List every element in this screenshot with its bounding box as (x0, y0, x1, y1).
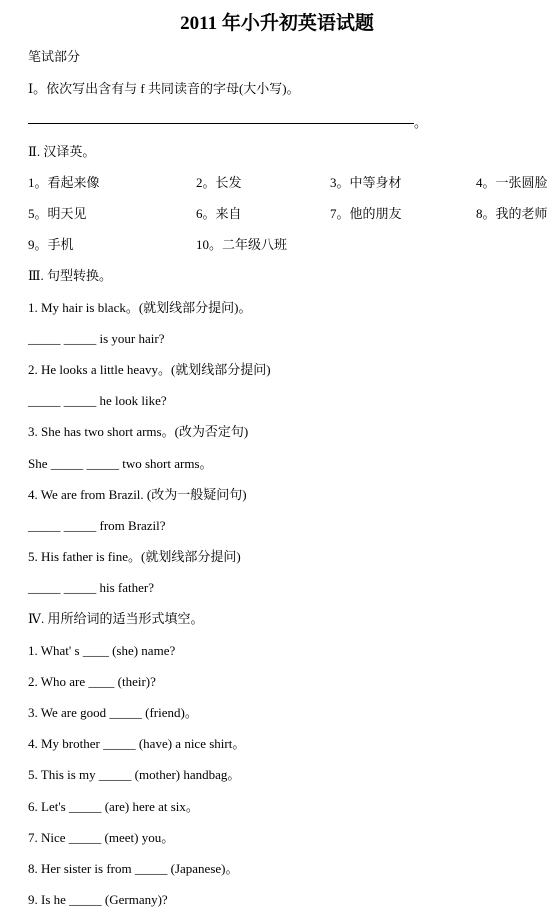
fill-blank-line: 9. Is he _____ (Germany)? (28, 892, 168, 907)
part2-item: 5。明天见 (28, 206, 87, 221)
part4-heading: Ⅳ. 用所给词的适当形式填空。 (28, 611, 204, 626)
part2-item: 8。我的老师 (476, 206, 548, 221)
part2-item: 7。他的朋友 (330, 206, 402, 221)
part2-heading: Ⅱ. 汉译英。 (28, 144, 96, 159)
part2-item: 1。看起来像 (28, 175, 100, 190)
answer-line: _____ _____ from Brazil? (28, 518, 166, 533)
part2-item: 3。中等身材 (330, 175, 402, 190)
fill-blank-line: 5. This is my _____ (mother) handbag。 (28, 767, 241, 782)
question-line: 2. He looks a little heavy。(就划线部分提问) (28, 362, 271, 377)
part2-item: 10。二年级八班 (196, 237, 288, 252)
part2-item: 9。手机 (28, 237, 74, 252)
answer-line (28, 123, 414, 124)
answer-line: _____ _____ his father? (28, 580, 155, 595)
fill-blank-line: 3. We are good _____ (friend)。 (28, 705, 198, 720)
part2-item: 4。一张圆脸 (476, 175, 548, 190)
answer-line: _____ _____ is your hair? (28, 331, 165, 346)
fill-blank-line: 1. What' s ____ (she) name? (28, 643, 176, 658)
answer-line: _____ _____ he look like? (28, 393, 167, 408)
part1-heading: Ⅰ。依次写出含有与 f 共同读音的字母(大小写)。 (28, 81, 300, 96)
question-line: 4. We are from Brazil. (改为一般疑问句) (28, 487, 247, 502)
fill-blank-line: 2. Who are ____ (their)? (28, 674, 156, 689)
fill-blank-line: 6. Let's _____ (are) here at six。 (28, 799, 199, 814)
answer-line-end: 。 (414, 115, 428, 130)
page-title: 2011 年小升初英语试题 (180, 13, 374, 34)
fill-blank-line: 8. Her sister is from _____ (Japanese)。 (28, 861, 239, 876)
question-line: 1. My hair is black。(就划线部分提问)。 (28, 300, 252, 315)
answer-line: She _____ _____ two short arms。 (28, 456, 213, 471)
part2-item: 2。长发 (196, 175, 242, 190)
part3-heading: Ⅲ. 句型转换。 (28, 268, 113, 283)
fill-blank-line: 7. Nice _____ (meet) you。 (28, 830, 175, 845)
question-line: 3. She has two short arms。(改为否定句) (28, 424, 249, 439)
fill-blank-line: 4. My brother _____ (have) a nice shirt。 (28, 736, 246, 751)
question-line: 5. His father is fine。(就划线部分提问) (28, 549, 241, 564)
section-label: 笔试部分 (28, 49, 81, 64)
part2-item: 6。来自 (196, 206, 242, 221)
